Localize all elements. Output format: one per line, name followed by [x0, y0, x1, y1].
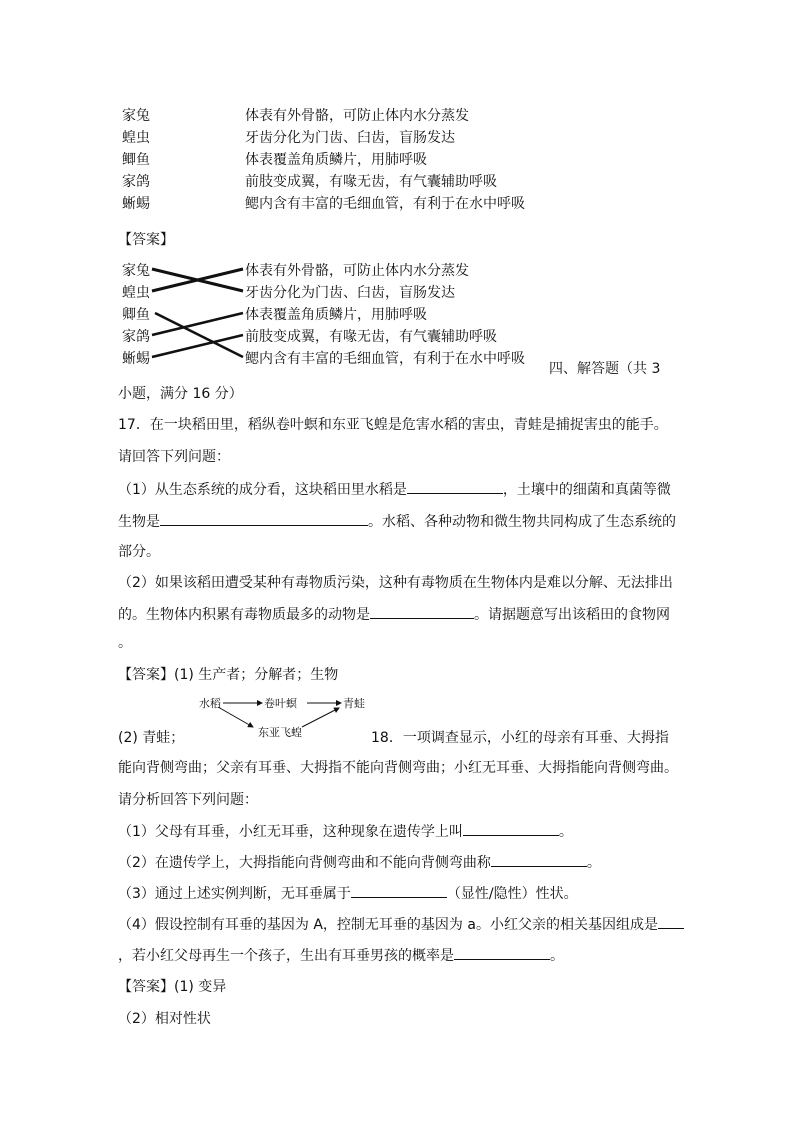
- food-web-node: 水稻: [199, 697, 221, 710]
- feature-label: 体表有外骨骼，可防止体内水分蒸发: [245, 108, 469, 124]
- text: 。请据题意写出该稻田的食物网: [474, 607, 670, 623]
- q18-stem: 18．一项调查显示，小红的母亲有耳垂、大拇指: [371, 730, 669, 746]
- feature-label: 牙齿分化为门齿、臼齿，盲肠发达: [245, 130, 455, 146]
- q17-part2: 。: [118, 635, 132, 651]
- animal-label: 鲫鱼: [122, 152, 150, 168]
- text: （1）从生态系统的成分看，这块稻田里水稻是: [118, 482, 407, 498]
- text: 。: [558, 824, 573, 840]
- text: 。: [550, 948, 564, 964]
- text: ，若小红父母再生一个孩子，生出有耳垂男孩的概率是: [118, 948, 454, 964]
- answer-blank[interactable]: [454, 945, 550, 960]
- q18-answer: 【答案】(1) 变异: [118, 979, 227, 995]
- text: 。: [586, 855, 601, 871]
- q17-answer: 【答案】(1) 生产者；分解者；生物: [118, 667, 339, 683]
- text: 生物是: [118, 514, 160, 530]
- q18-stem: 能向背侧弯曲；父亲有耳垂、大拇指不能向背侧弯曲；小红无耳垂、大拇指能向背侧弯曲。: [118, 760, 678, 776]
- feature-label: 体表覆盖角质鳞片，用肺呼吸: [245, 307, 427, 323]
- q18-answer: （2）相对性状: [118, 1011, 211, 1027]
- q17-stem: 请回答下列问题：: [118, 449, 230, 465]
- answer-label: 【答案】: [118, 232, 174, 248]
- food-web-node: 青蛙: [343, 697, 365, 710]
- q17-answer: (2) 青蛙；: [118, 730, 185, 746]
- animal-label: 家兔: [122, 108, 150, 124]
- q17-stem: 17．在一块稻田里，稻纵卷叶螟和东亚飞蝗是危害水稻的害虫，青蛙是捕捉害虫的能手。: [118, 417, 668, 433]
- text: 的。生物体内积累有毒物质最多的动物是: [118, 607, 370, 623]
- animal-label: 家兔: [122, 263, 150, 279]
- animal-label: 家鸽: [122, 174, 150, 190]
- q17-part2: （2）如果该稻田遭受某种有毒物质污染，这种有毒物质在生物体内是难以分解、无法排出: [118, 575, 673, 591]
- animal-label: 蜥蜴: [122, 351, 150, 367]
- feature-label: 鳃内含有丰富的毛细血管，有利于在水中呼吸: [245, 196, 525, 212]
- feature-label: 鳃内含有丰富的毛细血管，有利于在水中呼吸: [245, 351, 525, 367]
- answer-blank[interactable]: [658, 914, 684, 929]
- text: （4）假设控制有耳垂的基因为 A，控制无耳垂的基因为 a。小红父亲的相关基因组成是: [118, 917, 658, 933]
- answer-blank[interactable]: [351, 883, 447, 898]
- answer-blank[interactable]: [463, 821, 559, 836]
- feature-label: 体表有外骨骼，可防止体内水分蒸发: [245, 263, 469, 279]
- text: 。水稻、各种动物和微生物共同构成了生态系统的: [368, 514, 676, 530]
- text: ，土壤中的细菌和真菌等微: [502, 482, 671, 498]
- text: （1）父母有耳垂，小红无耳垂，这种现象在遗传学上叫: [118, 824, 463, 840]
- food-web-node: 卷叶螟: [264, 697, 297, 710]
- q18-part4: [118, 945, 564, 966]
- text: （2）在遗传学上，大拇指能向背侧弯曲和不能向背侧弯曲称: [118, 855, 491, 871]
- feature-label: 前肢变成翼，有喙无齿，有气囊辅助呼吸: [245, 329, 497, 345]
- answer-blank[interactable]: [491, 852, 587, 867]
- food-web-arrow: [302, 708, 339, 727]
- animal-label: 蝗虫: [122, 285, 150, 301]
- q17-part1: 部分。: [118, 544, 160, 560]
- food-web-node: 东亚飞蝗: [258, 726, 302, 739]
- q18-stem: 请分析回答下列问题：: [118, 792, 258, 808]
- food-web-arrow: [218, 707, 253, 727]
- feature-label: 牙齿分化为门齿、臼齿，盲肠发达: [245, 285, 455, 301]
- animal-label: 蝗虫: [122, 130, 150, 146]
- text: （3）通过上述实例判断，无耳垂属于: [118, 886, 351, 902]
- feature-label: 前肢变成翼，有喙无齿，有气囊辅助呼吸: [245, 174, 497, 190]
- q18-part2: [118, 852, 601, 873]
- q18-part4: [118, 914, 684, 935]
- feature-label: 体表覆盖角质鳞片，用肺呼吸: [245, 152, 427, 168]
- animal-label: 蜥蜴: [122, 196, 150, 212]
- animal-label: 卿鱼: [122, 307, 150, 323]
- text: （显性/隐性）性状。: [446, 886, 578, 902]
- section-title: 四、解答题（共 3: [549, 361, 661, 377]
- q18-part1: [118, 821, 573, 842]
- section-title-cont: 小题，满分 16 分）: [118, 386, 243, 402]
- q18-part3: [118, 883, 578, 904]
- animal-label: 家鸽: [122, 329, 150, 345]
